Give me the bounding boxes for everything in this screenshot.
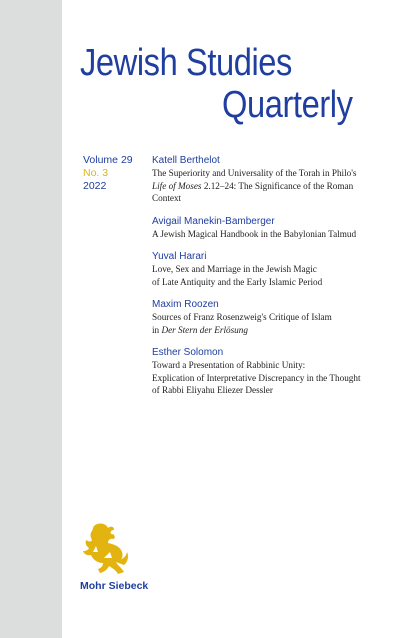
article-title-line: Love, Sex and Marriage in the Jewish Magic (152, 264, 317, 274)
publisher-name: Mohr Siebeck (80, 580, 149, 592)
article-title-line: Explication of Interpretative Discrepancy in the Thought (152, 372, 361, 383)
italic-title: Life of Moses (152, 180, 202, 191)
article-author: Yuval Harari (152, 251, 207, 262)
lion-icon (80, 522, 130, 578)
issue-year: 2022 (83, 180, 107, 192)
journal-title-line2: Quarterly (222, 84, 353, 126)
italic-title: Der Stern der Erlösung (161, 324, 248, 335)
article-author: Esther Solomon (152, 347, 224, 358)
article-title-line: Sources of Franz Rosenzweig's Critique of Islam (152, 312, 332, 322)
article-author: Avigail Manekin-Bamberger (152, 215, 275, 227)
article-entry (152, 250, 407, 288)
article-title-line: of Rabbi Eliyahu Eliezer Dessler (152, 385, 273, 395)
issue-number: No. 3 (83, 167, 109, 179)
article-title-line: Toward a Presentation of Rabbinic Unity: (152, 360, 306, 370)
article-entry (152, 298, 407, 336)
article-title-line: in Der Stern der Erlösung (152, 324, 248, 335)
article-author: Maxim Roozen (152, 299, 219, 310)
article-title-line: of Late Antiquity and the Early Islamic Period (152, 276, 323, 287)
cover-spine (0, 0, 62, 638)
article-author: Katell Berthelot (152, 155, 220, 166)
volume-label: Volume 29 (83, 154, 133, 166)
article-entry (152, 346, 407, 397)
article-title-line: Context (152, 193, 182, 203)
article-title-line: The Superiority and Universality of the Torah in Philo's (152, 168, 357, 178)
article-title-line: A Jewish Magical Handbook in the Babylonian Talmud (152, 228, 357, 239)
table-of-contents (152, 154, 407, 407)
article-entry (152, 215, 407, 241)
article-entry (152, 154, 407, 205)
journal-title-line1: Jewish Studies (80, 42, 292, 84)
article-title-line: Life of Moses 2.12–24: The Significance of the Roman (152, 180, 354, 191)
issue-info (83, 154, 133, 193)
